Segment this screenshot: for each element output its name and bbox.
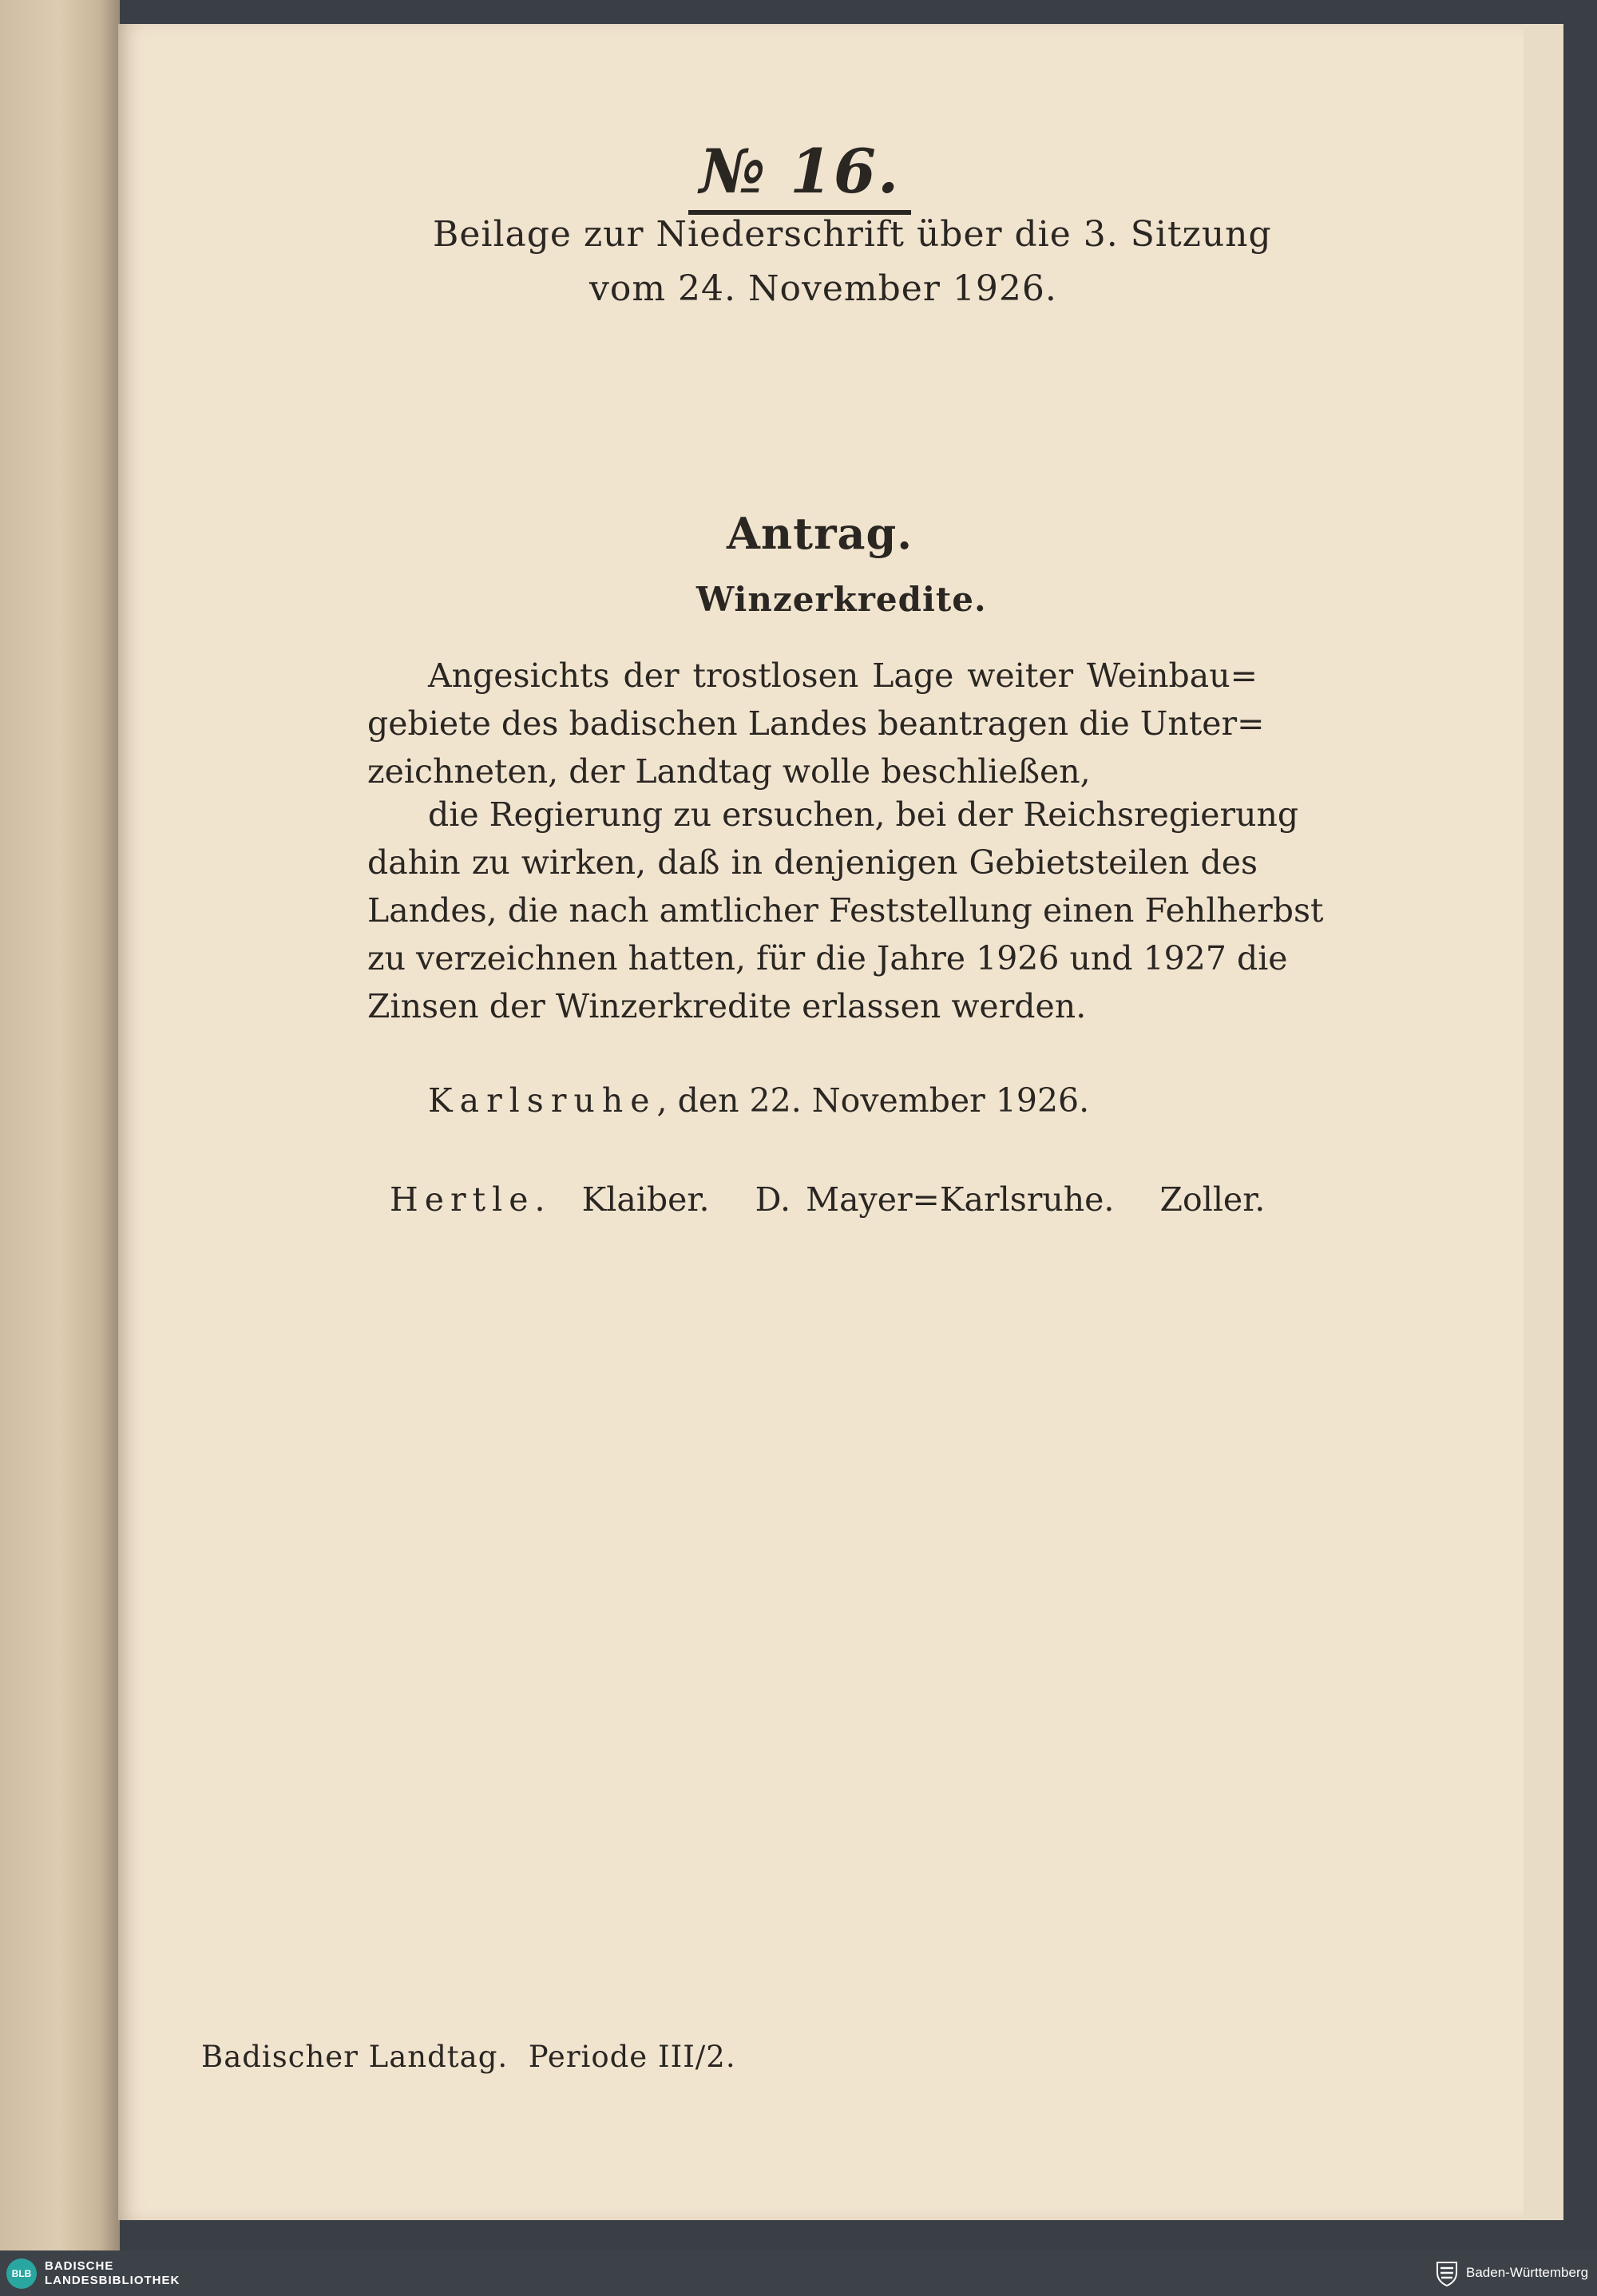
coat-of-arms-icon[interactable] — [1433, 2260, 1460, 2287]
place-name: Karlsruhe — [428, 1081, 657, 1120]
document-page — [118, 24, 1524, 2220]
motion-subheading: Winzerkredite. — [696, 580, 987, 619]
body-line: dahin zu wirken, daß in denjenigen Gebietsteilen des — [367, 843, 1258, 882]
body-line: Zinsen der Winzerkredite erlassen werden. — [367, 987, 1087, 1025]
signature-first: Hertle. — [390, 1180, 552, 1219]
library-name-line-2: LANDESBIBLIOTHEK — [45, 2274, 180, 2287]
viewer-footer-bar — [0, 2250, 1597, 2296]
library-name-line-1: BADISCHE — [45, 2259, 114, 2273]
supplement-line-1: Beilage zur Niederschrift über die 3. Sitzung — [433, 214, 1272, 255]
body-line: zeichneten, der Landtag wolle beschließen, — [367, 752, 1091, 791]
supplement-line-2: vom 24. November 1926. — [589, 268, 1057, 309]
document-number: № 16. — [688, 136, 911, 215]
state-name: Baden-Württemberg — [1466, 2265, 1589, 2280]
signature-others: Klaiber. D. Mayer=Karlsruhe. Zoller. — [581, 1180, 1266, 1219]
motion-heading: Antrag. — [727, 508, 913, 559]
body-line: zu verzeichnen hatten, für die Jahre 1926 und 1927 die — [367, 939, 1288, 977]
page-right-margin — [1524, 24, 1563, 2220]
place-date-line — [428, 1081, 1089, 1120]
blb-logo[interactable]: BLB — [6, 2258, 37, 2289]
body-line: die Regierung zu ersuchen, bei der Reichsregierung — [428, 795, 1299, 834]
left-page-edge — [0, 0, 120, 2250]
footer-imprint: Badischer Landtag. Periode III/2. — [201, 2040, 736, 2074]
body-line: gebiete des badischen Landes beantragen die Unter= — [367, 704, 1265, 743]
body-line: Angesichts der trostlosen Lage weiter Weinbau= — [428, 656, 1258, 695]
signatures-line — [390, 1180, 1265, 1219]
body-line: Landes, die nach amtlicher Feststellung einen Fehlherbst — [367, 891, 1324, 930]
date-text: , den 22. November 1926. — [656, 1081, 1090, 1120]
